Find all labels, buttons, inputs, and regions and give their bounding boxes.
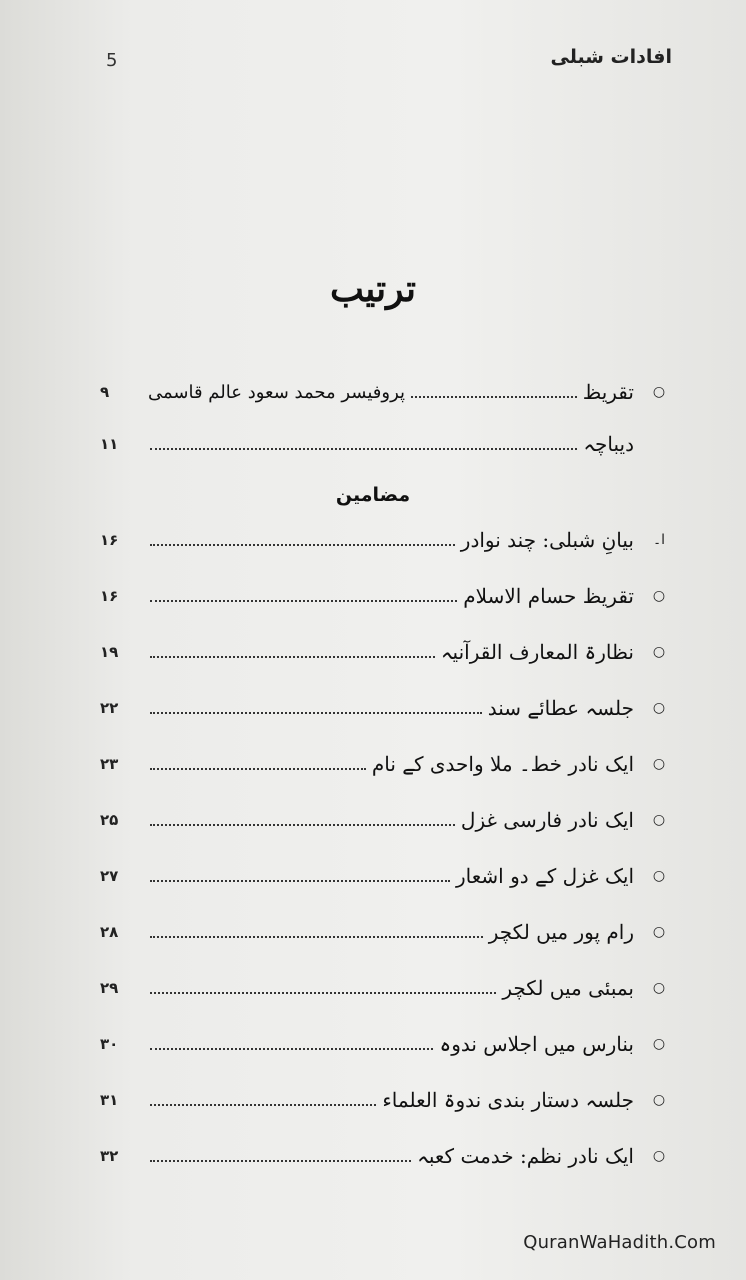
toc-entry-author: پروفیسر محمد سعود عالم قاسمی	[148, 381, 406, 403]
toc-entry-page: ۱۶	[100, 531, 119, 549]
dot-leader	[150, 600, 457, 602]
bullet-icon: ○	[652, 700, 666, 716]
bullet-icon: ○	[652, 384, 666, 400]
bullet-icon: ○	[652, 756, 666, 772]
dot-leader	[150, 880, 450, 882]
toc-entry-title: جلسہ دستار بندی ندوۃ العلماء	[382, 1088, 634, 1112]
toc-entry-title: ایک نادر خط۔ ملا واحدی کے نام	[371, 752, 634, 776]
toc-entry-page: ۲۷	[100, 867, 119, 885]
toc-entry-title: بنارس میں اجلاس ندوہ	[439, 1032, 634, 1056]
toc-entry-title: رام پور میں لکچر	[488, 920, 634, 944]
dot-leader	[150, 1104, 376, 1106]
dot-leader	[150, 1160, 411, 1162]
toc-entry-page: ۳۲	[100, 1147, 119, 1165]
bullet-icon: ○	[652, 1036, 666, 1052]
toc-row	[100, 520, 676, 560]
dot-leader	[150, 992, 496, 994]
bullet-icon: ○	[652, 1092, 666, 1108]
toc-row	[100, 1080, 676, 1120]
toc-row	[100, 1024, 676, 1064]
dot-leader	[150, 544, 455, 546]
toc-title: ترتیب	[329, 268, 417, 310]
dot-leader	[150, 1048, 433, 1050]
bullet-icon: ○	[652, 588, 666, 604]
toc-entry-title: بمبئی میں لکچر	[502, 976, 634, 1000]
toc-row	[100, 968, 676, 1008]
bullet-icon: ○	[652, 980, 666, 996]
toc-entry-page: ۱۶	[100, 587, 119, 605]
toc-row	[100, 856, 676, 896]
toc-entry-page: ۲۲	[100, 699, 119, 717]
toc-entry-page: ۳۱	[100, 1091, 119, 1109]
toc-entry-title: نظارۃ المعارف القرآنیہ	[440, 640, 634, 664]
toc-entry-title: جلسہ عطائے سند	[487, 696, 634, 720]
toc-row	[100, 1136, 676, 1176]
bullet-icon: ○	[652, 1148, 666, 1164]
toc-entry-page: ۲۵	[100, 811, 119, 829]
dot-leader	[411, 396, 577, 398]
toc-row	[100, 632, 676, 672]
toc-row	[100, 800, 676, 840]
toc-entry-page: ۲۸	[100, 923, 119, 941]
dot-leader	[150, 448, 577, 450]
toc-entry-page: ۱۱	[100, 435, 119, 453]
bullet-icon: ○	[652, 812, 666, 828]
watermark: QuranWaHadith.Com	[523, 1232, 716, 1253]
bullet-icon: ○	[652, 644, 666, 660]
toc-row-preface	[100, 424, 676, 464]
toc-entry-title: ایک نادر فارسی غزل	[460, 808, 634, 832]
dot-leader	[150, 824, 455, 826]
toc-row	[100, 576, 676, 616]
toc-entry-page: ۹	[100, 383, 110, 401]
list-number: ا۔	[652, 532, 666, 548]
toc-entry-page: ۱۹	[100, 643, 119, 661]
toc-entry-title: تقریظ	[582, 380, 634, 404]
dot-leader	[150, 768, 366, 770]
bullet-icon: ○	[652, 868, 666, 884]
bullet-icon: ○	[652, 924, 666, 940]
toc-entry-title: ایک غزل کے دو اشعار	[456, 864, 634, 888]
toc-row	[100, 912, 676, 952]
dot-leader	[150, 712, 482, 714]
toc-entry-title: دیباچہ	[583, 432, 634, 456]
page-number: 5	[106, 50, 118, 71]
toc-entry-title: بیانِ شبلی: چند نوادر	[460, 528, 634, 552]
running-title: افادات شبلی	[550, 46, 672, 68]
toc-row	[100, 744, 676, 784]
toc-entry-page: ۲۹	[100, 979, 119, 997]
toc-entry-title: ایک نادر نظم: خدمت کعبہ	[417, 1144, 634, 1168]
toc-entry-title: تقریظ حسام الاسلام	[463, 584, 634, 608]
toc-entry-page: ۲۳	[100, 755, 119, 773]
dot-leader	[150, 936, 483, 938]
toc-row-foreword	[100, 372, 676, 412]
toc-entry-page: ۳۰	[100, 1035, 119, 1053]
toc-row	[100, 688, 676, 728]
dot-leader	[150, 656, 435, 658]
section-heading: مضامین	[335, 484, 411, 506]
